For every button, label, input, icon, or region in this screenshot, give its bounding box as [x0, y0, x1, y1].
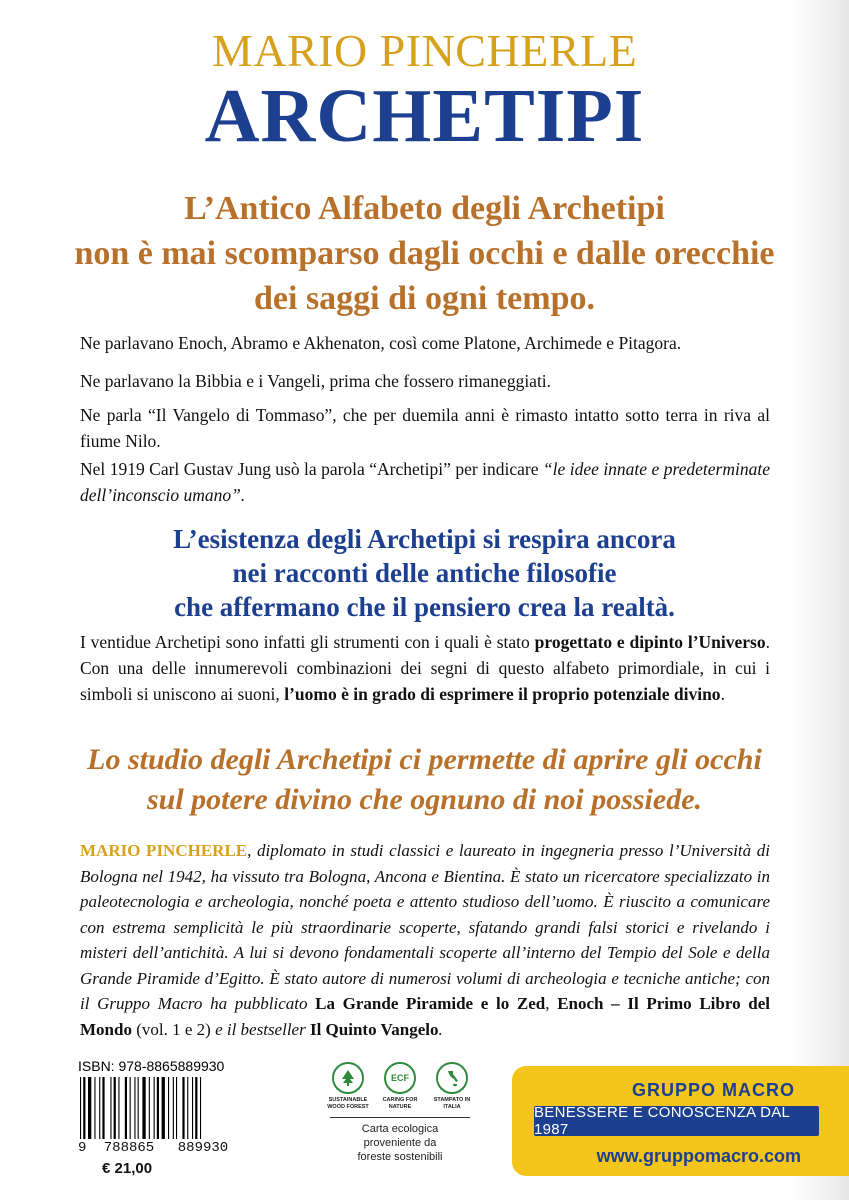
- eco-badge: [379, 1062, 421, 1110]
- bio-author-name: MARIO PINCHERLE: [80, 841, 248, 860]
- author-bio: [80, 838, 770, 1042]
- book-title: ARCHETIPI: [204, 74, 645, 158]
- eco-note: [320, 1122, 480, 1164]
- eco-caption: SUSTAINABLE WOOD FOREST: [327, 1097, 369, 1110]
- paragraph: [80, 456, 770, 508]
- price: € 21,00: [102, 1160, 153, 1177]
- paragraph: Ne parlavano Enoch, Abramo e Akhenaton, così come Platone, Archimede e Pitagora.: [80, 333, 682, 353]
- publisher-name: GRUPPO MACRO: [631, 1080, 795, 1100]
- lead-line: L’Antico Alfabeto degli Archetipi: [184, 190, 665, 227]
- eco-badge: [327, 1062, 369, 1110]
- eco-note-line: foreste sostenibili: [357, 1151, 443, 1163]
- eco-caption: CARING FOR NATURE: [382, 1097, 418, 1110]
- book-reference: Enoch – Il Primo Libro del Mondo: [80, 994, 771, 1039]
- eco-badge: [431, 1062, 473, 1110]
- emphasis: progettato e dipinto l’Universo: [534, 632, 766, 652]
- barcode-digit-group: 889930: [177, 1140, 229, 1156]
- mid-line: L’esistenza degli Archetipi si respira ancora: [173, 524, 676, 554]
- emphasis: l’uomo è in grado di esprimere il proprio potenziale divino: [284, 684, 721, 704]
- barcode-digits: [78, 1140, 278, 1156]
- italy-map-icon: [436, 1062, 468, 1094]
- barcode-block: [78, 1058, 278, 1177]
- paragraph: [80, 629, 770, 707]
- bio-text: e il bestseller: [215, 1019, 306, 1039]
- eco-note-line: Carta ecologica: [361, 1123, 439, 1135]
- mid-line: che affermano che il pensiero crea la realtà.: [174, 592, 675, 622]
- barcode-digit-group: 9: [78, 1140, 87, 1156]
- book-reference: La Grande Piramide e lo Zed: [315, 994, 546, 1013]
- lead-heading: [0, 186, 849, 321]
- bio-text: (vol. 1 e 2): [131, 1019, 216, 1039]
- bio-text: ,: [545, 994, 558, 1013]
- eco-badges: [320, 1062, 480, 1164]
- eco-note-line: proveniente da: [363, 1137, 437, 1149]
- paragraph-text: I ventidue Archetipi sono infatti gli strumenti con i quali è stato: [80, 632, 535, 652]
- divider: [330, 1117, 470, 1118]
- quote-line: sul potere divino che ognuno di noi possiede.: [146, 783, 703, 816]
- bio-text: .: [438, 1019, 443, 1039]
- paragraph: Ne parlavano la Bibbia e i Vangeli, prima che fossero rimaneggiati.: [80, 371, 552, 391]
- tree-icon: [332, 1062, 364, 1094]
- quote-line: Lo studio degli Archetipi ci permette di aprire gli occhi: [87, 743, 762, 776]
- publisher-url[interactable]: www.gruppomacro.com: [596, 1146, 801, 1166]
- pull-quote: [0, 740, 849, 820]
- barcode-digit-group: 788865: [103, 1140, 155, 1156]
- bio-text: , diplomato in studi classici e laureato in ingegneria presso l’Università di Bologna nel 1942, ha vissuto tra Bologna, Ancona e Bientina. È stato un ricercatore specializzato in paleotecnologia e archeologia, nonché poeta e attento studioso dell’uomo. È riuscito a comunicare con estrema semplicità le più straordinarie scoperte, sfatando grandi falsi storici e rivelando i misteri dell’antichità. A lui si devono fondamentali scoperte all’interno del Tempio del Sole e della Grande Piramide d’Egitto. È stato autore di numerosi volumi di archeologia e tecniche antiche; con il Gruppo Macro ha pubblicato: [80, 841, 770, 1013]
- author-name: MARIO PINCHERLE: [211, 25, 638, 76]
- jung-quote: “le idee innate e predeterminate dell’inconscio umano”.: [80, 459, 770, 505]
- mid-heading: [0, 522, 849, 624]
- eco-caption: STAMPATO IN ITALIA: [433, 1097, 471, 1110]
- isbn-label: ISBN: 978-8865889930: [78, 1058, 225, 1074]
- mid-line: nei racconti delle antiche filosofie: [232, 558, 617, 588]
- barcode-icon: [78, 1077, 248, 1139]
- lead-line: non è mai scomparso dagli occhi e dalle orecchie: [74, 235, 775, 272]
- paragraph-text: . Con una delle innumerevoli combinazioni dei segni di questo alfabeto primordiale, in cui i simboli si uniscono ai suoni,: [80, 632, 770, 704]
- paragraph-text: .: [720, 684, 725, 704]
- publisher-tagline: BENESSERE E CONOSCENZA DAL 1987: [534, 1106, 819, 1136]
- book-reference: Il Quinto Vangelo: [309, 1019, 439, 1039]
- lead-line: dei saggi di ogni tempo.: [254, 280, 595, 317]
- publisher-box: [512, 1066, 849, 1176]
- paragraph-text: Nel 1919 Carl Gustav Jung usò la parola “Archetipi” per indicare: [80, 459, 543, 479]
- paragraph: Ne parla “Il Vangelo di Tommaso”, che per duemila anni è rimasto intatto sotto terra in riva al fiume Nilo.: [80, 405, 770, 451]
- ecf-icon: ECF: [384, 1062, 416, 1094]
